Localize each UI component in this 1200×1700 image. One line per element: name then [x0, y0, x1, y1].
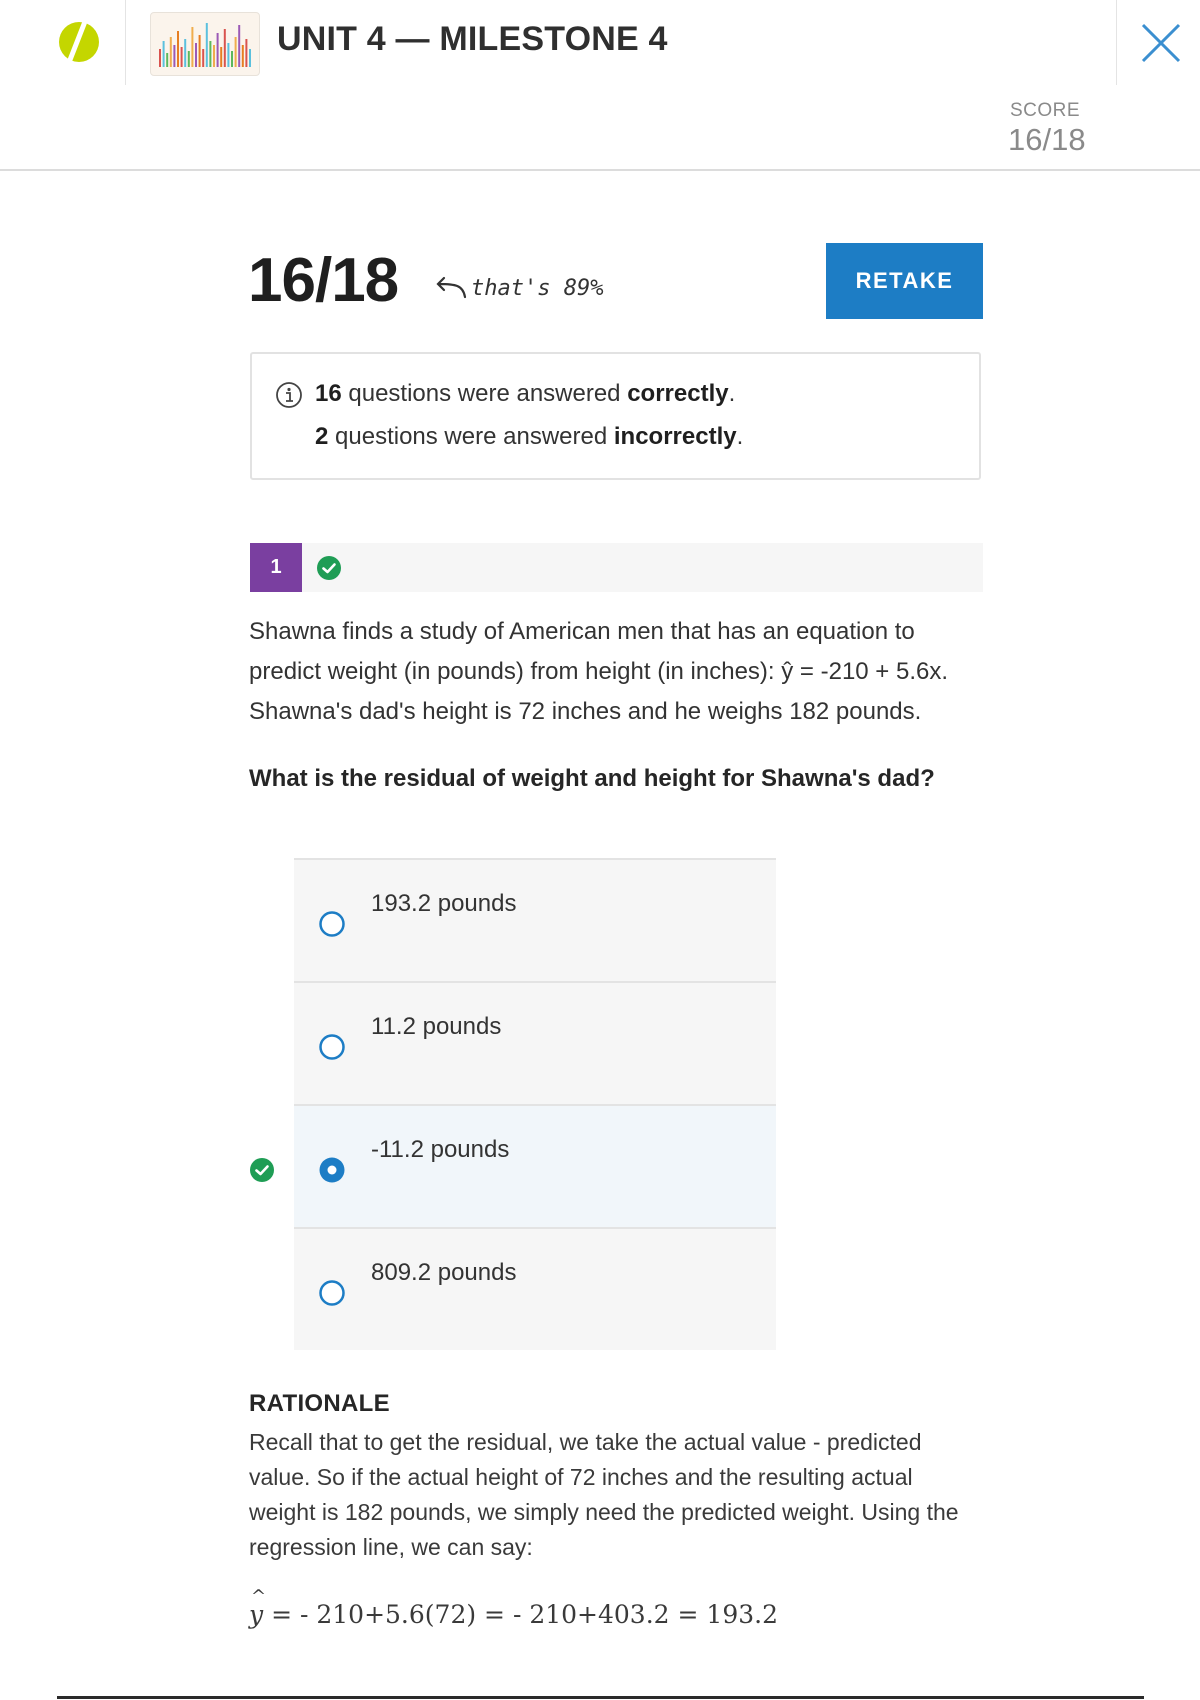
correct-check-icon [316, 555, 342, 581]
formula-expression: = - 210+5.6(72) = - 210+403.2 = 193.2 [263, 1600, 778, 1629]
radio-unselected-icon[interactable] [318, 910, 346, 938]
header-divider [125, 0, 126, 85]
rationale-title: RATIONALE [249, 1390, 390, 1417]
thumbnail-bar [235, 37, 237, 67]
radio-selected-icon[interactable] [318, 1156, 346, 1184]
thumbnail-bar [209, 41, 211, 67]
final-score: 16/18 [248, 246, 399, 315]
thumbnail-bar [231, 51, 233, 67]
correct-answer-check-icon [249, 1157, 275, 1183]
page-title: UNIT 4 — MILESTONE 4 [277, 20, 668, 58]
thumbnail-bar [245, 39, 247, 67]
answer-option-label: 809.2 pounds [371, 1259, 517, 1286]
incorrect-period: . [736, 423, 744, 450]
incorrect-summary [315, 423, 743, 451]
percentage-note: that's 89% [471, 275, 604, 301]
question-text: Shawna finds a study of American men that has an equation to predict weight (in pounds) from height (in inches): ŷ = -210 + 5.6x. Shawna's dad's height is 72 inches and he weighs 182 pounds. [249, 618, 949, 725]
rationale-text: Recall that to get the residual, we take the actual value - predicted value. So if the actual height of 72 inches and the resulting actual weight is 182 pounds, we simply need the predicted weight. Using the regression line, we can say: [249, 1429, 959, 1560]
question-prompt: What is the residual of weight and height for Shawna's dad? [249, 765, 935, 792]
thumbnail-bar [173, 45, 175, 67]
answer-option-selected[interactable] [294, 1104, 776, 1227]
info-icon [275, 381, 303, 409]
thumbnail-bar [213, 45, 215, 67]
radio-unselected-icon[interactable] [318, 1279, 346, 1307]
answer-options [294, 858, 776, 1350]
answer-option-label: 11.2 pounds [371, 1013, 502, 1040]
bar-chart-thumbnail [150, 12, 260, 76]
thumbnail-bar [177, 31, 179, 67]
correct-summary [315, 380, 735, 408]
answer-option-label: 193.2 pounds [371, 890, 517, 917]
score-label: SCORE [1010, 100, 1081, 121]
thumbnail-bar [188, 51, 190, 67]
thumbnail-bar [195, 43, 197, 67]
radio-unselected-icon[interactable] [318, 1033, 346, 1061]
score-annotation [433, 275, 603, 301]
correct-text: questions were answered [341, 380, 628, 407]
thumbnail-bar [181, 47, 183, 67]
top-bar [0, 0, 1200, 157]
thumbnail-bar [159, 49, 161, 67]
formula-y-hat: ^ y [249, 1600, 263, 1629]
thumbnail-bar [249, 49, 251, 67]
answer-option[interactable] [294, 858, 776, 981]
correct-word: correctly [627, 380, 729, 407]
retake-button[interactable]: RETAKE [826, 243, 983, 319]
sophia-logo-icon[interactable] [55, 16, 103, 68]
correct-count: 16 [315, 380, 342, 407]
thumbnail-bar [191, 27, 193, 67]
incorrect-word: incorrectly [613, 423, 737, 450]
thumbnail-bar [184, 39, 186, 67]
answer-option-label: -11.2 pounds [371, 1136, 510, 1163]
score-value: 16/18 [1008, 122, 1086, 157]
answer-option[interactable] [294, 981, 776, 1104]
thumbnail-bar [163, 41, 165, 67]
header-divider [1116, 0, 1117, 85]
thumbnail-bar [238, 25, 240, 67]
thumbnail-bar [224, 29, 226, 67]
thumbnail-bar [166, 53, 168, 67]
close-icon[interactable] [1140, 22, 1182, 64]
thumbnail-bar [220, 47, 222, 67]
back-arrow-icon [433, 275, 467, 301]
thumbnail-bar [217, 33, 219, 67]
thumbnail-bar [199, 35, 201, 67]
thumbnail-bar [227, 43, 229, 67]
results-info-box [250, 352, 981, 480]
thumbnail-bar [206, 23, 208, 67]
question-header-bar [250, 543, 983, 592]
incorrect-count: 2 [315, 423, 329, 450]
correct-period: . [728, 380, 736, 407]
incorrect-text: questions were answered [328, 423, 614, 450]
thumbnail-bar [202, 49, 204, 67]
rationale-formula [249, 1600, 778, 1629]
content-divider [57, 1696, 1144, 1699]
answer-option[interactable] [294, 1227, 776, 1350]
header-divider-line [0, 169, 1200, 171]
thumbnail-bar [170, 37, 172, 67]
question-number-badge: 1 [250, 543, 302, 592]
thumbnail-bar [242, 45, 244, 67]
thumbnail-bars [151, 13, 259, 75]
